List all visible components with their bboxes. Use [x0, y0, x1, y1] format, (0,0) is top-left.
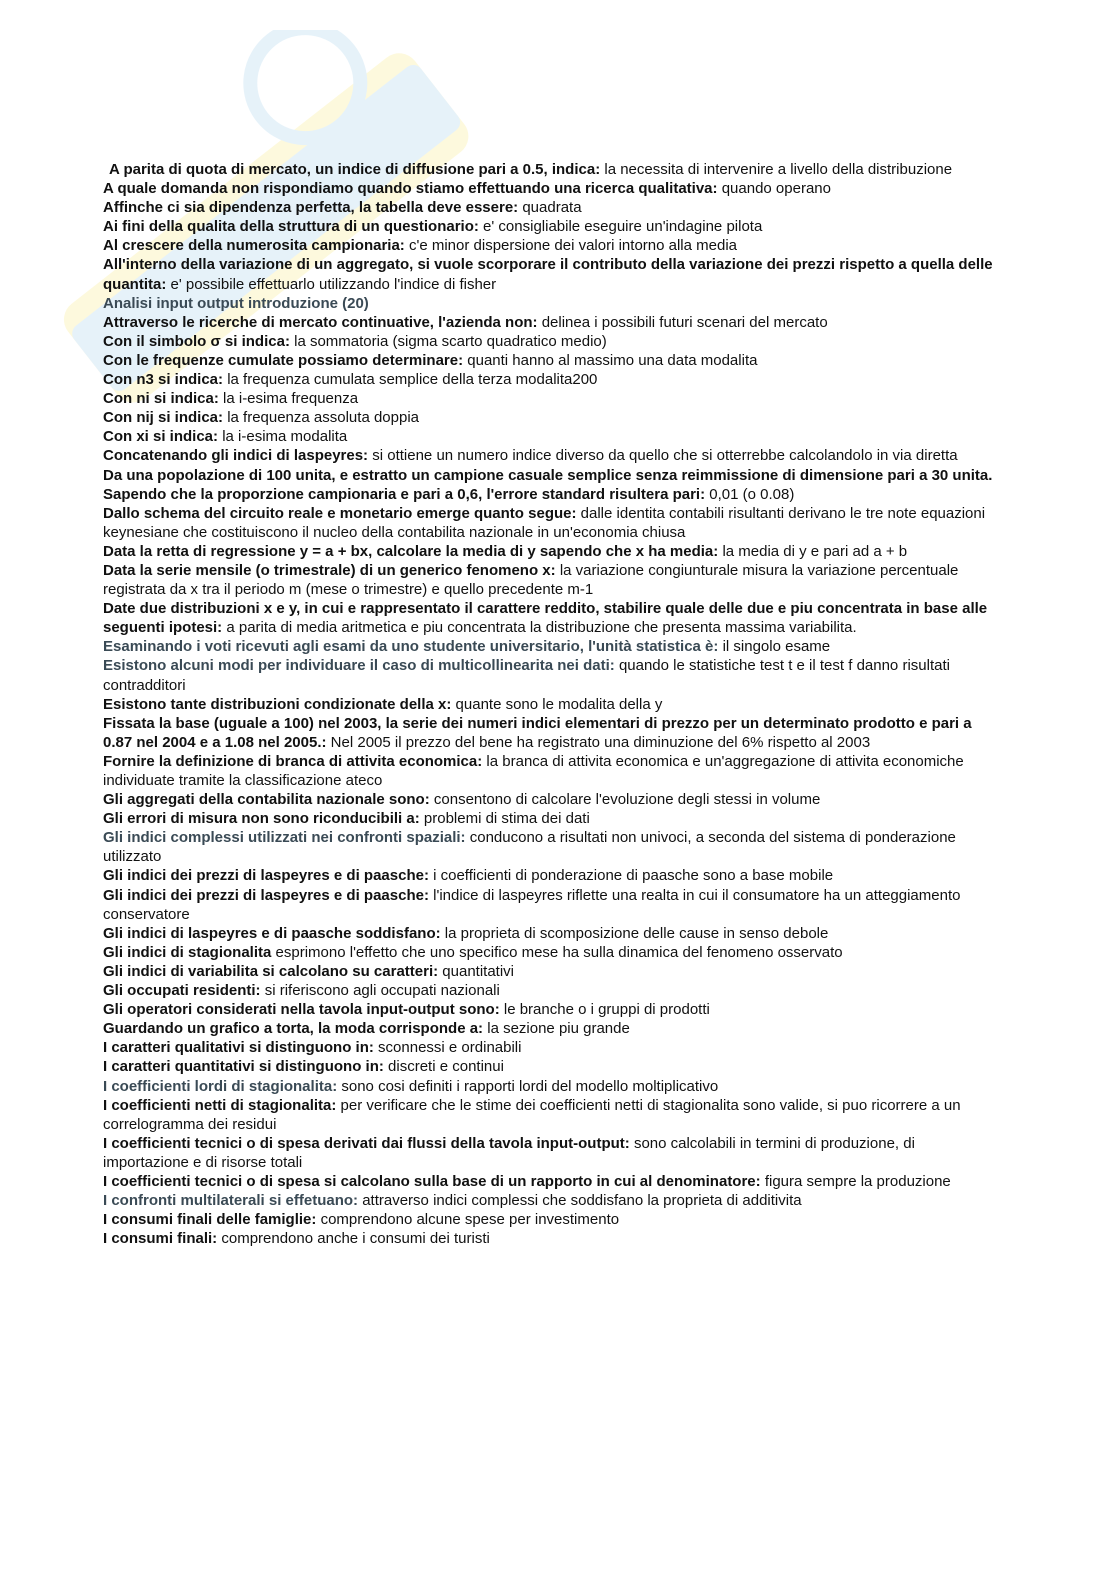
question: Fornire la definizione di branca di attivita economica:: [103, 752, 483, 770]
question: Concatenando gli indici di laspeyres:: [103, 447, 369, 465]
question: I caratteri qualitativi si distinguono in:: [103, 1039, 374, 1057]
answer: comprendono anche i consumi dei turisti: [221, 1230, 490, 1248]
question: Data la serie mensile (o trimestrale) di un generico fenomeno x:: [103, 561, 556, 579]
answer: la frequenza assoluta doppia: [227, 409, 419, 427]
answer: la sezione piu grande: [487, 1020, 630, 1038]
qa-entry: [103, 408, 1003, 427]
answer: e' consigliabile eseguire un'indagine pilota: [483, 218, 763, 236]
answer: a parita di media aritmetica e piu concentrata la distribuzione che presenta massima variabilita.: [226, 619, 857, 637]
question: Gli aggregati della contabilita nazionale sono:: [103, 791, 430, 809]
answer: la proprieta di scomposizione delle cause in senso debole: [444, 924, 829, 942]
qa-entry: [103, 981, 1003, 1000]
answer: conducono a risultati non univoci, a seconda del sistema di ponderazione utilizzato: [103, 829, 956, 866]
qa-entry: [103, 160, 1003, 179]
answer: la variazione congiunturale misura la variazione percentuale registrata da x tra il periodo m (mese o trimestre) e quello precedente m-1: [103, 561, 959, 599]
qa-entry: [103, 1096, 1003, 1134]
answer: dalle identita contabili risultanti derivano le tre note equazioni keynesiane che costituiscono il nucleo della contabilita nazionale in un'economia chiusa: [103, 504, 986, 541]
question: I confronti multilaterali si effetuano:: [103, 1192, 359, 1210]
question: Gli operatori considerati nella tavola input-output sono:: [103, 1001, 500, 1019]
qa-entry: [103, 924, 1003, 943]
qa-entry: [103, 1077, 1003, 1096]
qa-entry: [103, 504, 1003, 542]
qa-entry: [103, 637, 1003, 656]
question: Attraverso le ricerche di mercato continuative, l'azienda non:: [103, 313, 538, 331]
question: Da una popolazione di 100 unita, e estratto un campione casuale semplice senza reimmissione di dimensione pari a 30 unita. Sapendo che la proporzione campionaria e pari a 0,6, l'errore standard risultera pari:: [103, 466, 993, 503]
question: All'interno della variazione di un aggregato, si vuole scorporare il contributo della variazione dei prezzi rispetto a quella delle quantita:: [103, 256, 993, 293]
qa-entry: [103, 446, 1003, 465]
qa-entry: [103, 332, 1003, 351]
qa-entry: [103, 255, 1003, 293]
question: I consumi finali:: [103, 1230, 218, 1248]
qa-entry: [103, 656, 1003, 694]
answer: sono cosi definiti i rapporti lordi del modello moltiplicativo: [341, 1077, 719, 1095]
qa-entry: [103, 542, 1003, 561]
question: Esaminando i voti ricevuti agli esami da uno studente universitario, l'unità statistica è:: [103, 638, 719, 656]
qa-entry: [103, 886, 1003, 924]
answer: la sommatoria (sigma scarto quadratico medio): [294, 332, 607, 350]
qa-entry: [103, 695, 1003, 714]
question: A quale domanda non rispondiamo quando stiamo effettuando una ricerca qualitativa:: [103, 180, 718, 198]
answer: problemi di stima dei dati: [423, 810, 590, 828]
question: Date due distribuzioni x e y, in cui e rappresentato il carattere reddito, stabilire quale delle due e piu concentrata in base alle seguenti ipotesi:: [103, 600, 988, 637]
question: Gli errori di misura non sono riconducibili a:: [103, 810, 420, 828]
qa-entry: [103, 198, 1003, 217]
qa-entry: [103, 179, 1003, 198]
qa-entry: [103, 1000, 1003, 1019]
qa-entry: [103, 351, 1003, 370]
answer: per verificare che le stime dei coefficienti netti di stagionalita sono valide, si puo ricorrere a un correlogramma dei residui: [103, 1096, 961, 1133]
question: Gli indici di stagionalita: [103, 943, 272, 961]
question: Con xi si indica:: [103, 428, 219, 446]
qa-entry: [103, 943, 1003, 962]
question: Al crescere della numerosita campionaria:: [103, 237, 405, 255]
question: Esistono tante distribuzioni condizionate della x:: [103, 695, 452, 713]
question: Analisi input output introduzione (20): [103, 294, 369, 312]
qa-entry: [103, 1134, 1003, 1172]
qa-entry: [103, 236, 1003, 255]
answer: Nel 2005 il prezzo del bene ha registrato una diminuzione del 6% rispetto al 2003: [330, 733, 871, 751]
question: I coefficienti lordi di stagionalita:: [103, 1077, 338, 1095]
question: Ai fini della qualita della struttura di un questionario:: [103, 218, 479, 236]
question: I caratteri quantitativi si distinguono in:: [103, 1058, 384, 1076]
answer: si riferiscono agli occupati nazionali: [264, 982, 500, 1000]
qa-entry: [103, 1038, 1003, 1057]
answer: la branca di attivita economica e un'aggregazione di attivita economiche individuate tramite la classificazione ateco: [103, 752, 964, 789]
answer: i coefficienti di ponderazione di paasche sono a base mobile: [433, 867, 834, 885]
answer: esprimono l'effetto che uno specifico mese ha sulla dinamica del fenomeno osservato: [275, 943, 843, 961]
qa-entry: [103, 561, 1003, 599]
question: Gli indici complessi utilizzati nei confronti spaziali:: [103, 829, 466, 847]
answer: quando le statistiche test t e il test f danno risultati contradditori: [103, 657, 950, 694]
question: Gli indici di laspeyres e di paasche soddisfano:: [103, 924, 441, 942]
qa-entry: [103, 389, 1003, 408]
answer: discreti e continui: [388, 1058, 504, 1076]
qa-entry: [103, 1057, 1003, 1076]
qa-entry: [103, 217, 1003, 236]
answer: la i-esima modalita: [222, 428, 348, 446]
question: I coefficienti netti di stagionalita:: [103, 1096, 337, 1114]
question: Con ni si indica:: [103, 390, 219, 408]
qa-entry: [103, 962, 1003, 981]
qa-entry: [103, 1191, 1003, 1210]
answer: la necessita di intervenire a livello della distribuzione: [604, 161, 953, 178]
qa-entry: [103, 466, 1003, 504]
qa-entry: [103, 752, 1003, 790]
qa-entry: [103, 809, 1003, 828]
answer: comprendono alcune spese per investimento: [320, 1211, 620, 1229]
answer: delinea i possibili futuri scenari del mercato: [541, 313, 828, 331]
answer: la i-esima frequenza: [223, 390, 359, 408]
answer: attraverso indici complessi che soddisfano la proprieta di additivita: [362, 1192, 802, 1210]
qa-entry: [103, 714, 1003, 752]
qa-entry: [103, 1229, 1003, 1248]
question: Con nij si indica:: [103, 409, 224, 427]
question: Con il simbolo σ si indica:: [103, 332, 290, 350]
answer: quadrata: [522, 199, 582, 217]
question: Data la retta di regressione y = a + bx, calcolare la media di y sapendo che x ha media:: [103, 542, 719, 560]
answer: quante sono le modalita della y: [455, 695, 663, 713]
qa-entry: [103, 294, 1003, 313]
answer: quantitativi: [442, 962, 515, 980]
answer: 0,01 (o 0.08): [709, 485, 795, 503]
question: A parita di quota di mercato, un indice di diffusione pari a 0.5, indica:: [109, 161, 601, 178]
qa-entry: [103, 790, 1003, 809]
qa-entry: [103, 1172, 1003, 1191]
answer: l'indice di laspeyres riflette una realta in cui il consumatore ha un atteggiamento conservatore: [103, 886, 961, 923]
answer: quando operano: [721, 180, 831, 198]
answer: figura sempre la produzione: [764, 1172, 951, 1190]
answer: c'e minor dispersione dei valori intorno alla media: [408, 237, 737, 255]
answer: il singolo esame: [722, 638, 831, 656]
qa-entry: [103, 313, 1003, 332]
question: Gli indici dei prezzi di laspeyres e di paasche:: [103, 867, 429, 885]
answer: sono calcolabili in termini di produzione, di importazione e di risorse totali: [103, 1134, 915, 1171]
qa-entry: [103, 427, 1003, 446]
qa-entry: [103, 599, 1003, 637]
question: Gli indici di variabilita si calcolano su caratteri:: [103, 962, 439, 980]
question: Gli occupati residenti:: [103, 982, 261, 1000]
question: Dallo schema del circuito reale e monetario emerge quanto segue:: [103, 504, 577, 522]
qa-entry: [103, 866, 1003, 885]
answer: la frequenza cumulata semplice della terza modalita200: [227, 371, 598, 389]
question: I coefficienti tecnici o di spesa derivati dai flussi della tavola input-output:: [103, 1134, 630, 1152]
question: Con le frequenze cumulate possiamo determinare:: [103, 351, 464, 369]
answer: la media di y e pari ad a + b: [722, 542, 908, 560]
answer: le branche o i gruppi di prodotti: [503, 1001, 710, 1019]
answer: e' possibile effettuarlo utilizzando l'indice di fisher: [170, 275, 497, 293]
question: I coefficienti tecnici o di spesa si calcolano sulla base di un rapporto in cui al denominatore:: [103, 1172, 761, 1190]
question: Fissata la base (uguale a 100) nel 2003, la serie dei numeri indici elementari di prezzo per un determinato prodotto e pari a 0.87 nel 2004 e a 1.08 nel 2005.:: [103, 714, 972, 751]
question: Gli indici dei prezzi di laspeyres e di paasche:: [103, 886, 429, 904]
question: Guardando un grafico a torta, la moda corrisponde a:: [103, 1020, 484, 1038]
answer: quanti hanno al massimo una data modalita: [467, 351, 758, 369]
answer: sconnessi e ordinabili: [378, 1039, 522, 1057]
question: Affinche ci sia dipendenza perfetta, la tabella deve essere:: [103, 199, 519, 217]
question: Esistono alcuni modi per individuare il caso di multicollinearita nei dati:: [103, 657, 615, 675]
document-body: [103, 160, 1003, 1248]
qa-entry: [103, 1019, 1003, 1038]
qa-entry: [103, 828, 1003, 866]
answer: consentono di calcolare l'evoluzione degli stessi in volume: [433, 791, 821, 809]
answer: si ottiene un numero indice diverso da quello che si otterrebbe calcolandolo in via diretta: [372, 447, 958, 465]
qa-entry: [103, 370, 1003, 389]
question: Con n3 si indica:: [103, 371, 224, 389]
question: I consumi finali delle famiglie:: [103, 1211, 317, 1229]
qa-entry: [103, 1210, 1003, 1229]
